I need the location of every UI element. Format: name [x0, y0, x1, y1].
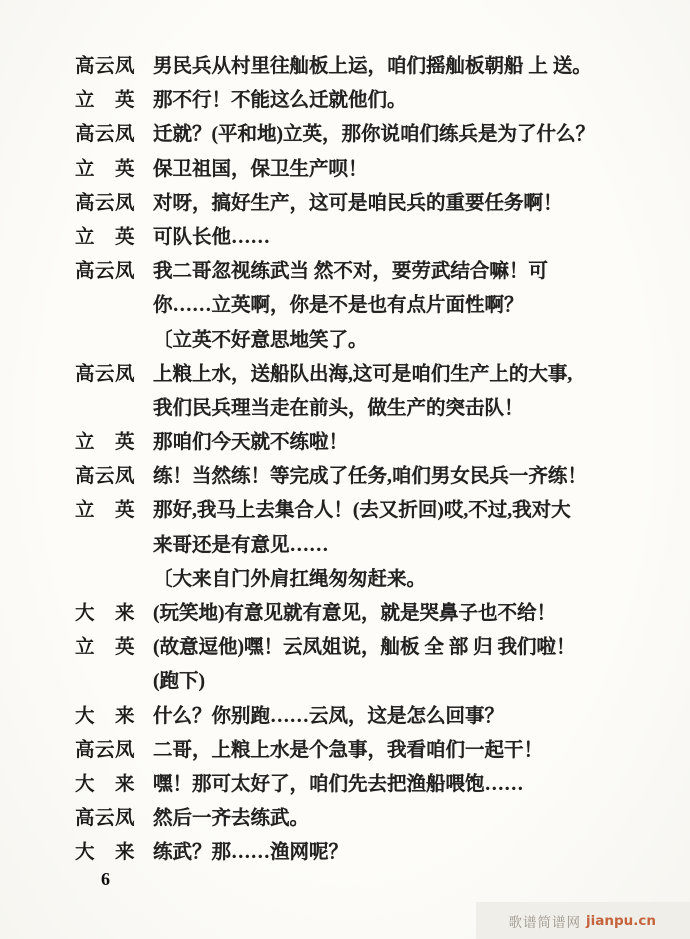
speaker-name [75, 324, 135, 358]
watermark-site-name: 歌谱简谱网 [508, 914, 581, 931]
line-text: (故意逗他)嘿！云凤姐说，舢板 全 部 归 我们啦！ [153, 637, 576, 659]
line-text: 你……立英啊，你是不是也有点片面性啊？ [153, 295, 524, 317]
script-line-dialogue [75, 187, 620, 221]
script-line-dialogue [75, 597, 620, 631]
watermark-site-url: jianpu.cn [586, 912, 656, 929]
line-text: 来哥还是有意见…… [153, 534, 329, 556]
line-text: 然后一齐去练武。 [153, 808, 310, 830]
speaker-name: 大 来 [75, 842, 136, 864]
script-line-continuation [75, 529, 620, 563]
line-text: 可队长他…… [153, 226, 271, 248]
speaker-name [75, 529, 135, 563]
script-line-continuation [75, 289, 620, 323]
script-line-dialogue [75, 734, 620, 768]
line-text: 什么？你别跑……云凤，这是怎么回事？ [153, 705, 505, 727]
line-text: 〔立英不好意思地笑了。 [153, 329, 368, 351]
speaker-name: 高云凤 [75, 808, 136, 830]
line-text: 那咱们今天就不练啦！ [153, 432, 349, 454]
speaker-name: 高云凤 [75, 739, 136, 761]
line-text: 嘿！那可太好了，咱们先去把渔船喂饱…… [153, 773, 524, 795]
script-line-continuation [75, 392, 620, 426]
line-text: 那不行！不能这么迁就他们。 [153, 90, 407, 112]
speaker-name [75, 563, 135, 597]
speaker-name [75, 392, 135, 426]
script-line-dialogue [75, 836, 620, 870]
script-line-dialogue [75, 494, 620, 528]
line-text: 那好,我马上去集合人！(去又折回)哎,不过,我对大 [153, 500, 571, 522]
speaker-name: 高云凤 [75, 261, 136, 283]
line-text: (玩笑地)有意见就有意见，就是哭鼻子也不给！ [153, 603, 556, 624]
speaker-name: 立 英 [75, 637, 136, 659]
speaker-name: 高云凤 [75, 466, 136, 488]
script-line-stage [75, 324, 620, 358]
script-line-dialogue [75, 221, 620, 255]
script-line-continuation [75, 665, 620, 699]
script-line-dialogue [75, 700, 620, 734]
speaker-name: 大 来 [75, 603, 136, 624]
script-line-dialogue [75, 631, 620, 665]
script-line-dialogue [75, 84, 620, 118]
watermark [476, 902, 690, 939]
page-number: 6 [101, 869, 110, 889]
speaker-name: 立 英 [75, 90, 136, 112]
speaker-name: 大 来 [75, 705, 136, 727]
speaker-name [75, 665, 135, 699]
line-text: 我二哥忽视练武当 然不对，要劳武结合嘛！可 [153, 261, 548, 283]
line-text: 对呀，搞好生产，这可是咱民兵的重要任务啊！ [153, 192, 563, 214]
line-text: 我们民兵理当走在前头，做生产的突击队！ [153, 397, 524, 419]
script-line-dialogue [75, 768, 620, 802]
line-text: 迁就？(平和地)立英，那你说咱们练兵是为了什么？ [153, 124, 595, 146]
script-line-dialogue [75, 426, 620, 460]
script-line-dialogue [75, 358, 620, 392]
line-text: 〔大来自门外肩扛绳匆匆赶来。 [153, 568, 427, 590]
speaker-name: 高云凤 [75, 363, 136, 385]
speaker-name: 立 英 [75, 158, 136, 180]
speaker-name [75, 289, 135, 323]
script-line-dialogue [75, 118, 620, 152]
script-line-stage [75, 563, 620, 597]
speaker-name: 立 英 [75, 226, 136, 248]
line-text: 保卫祖国，保卫生产呗！ [153, 158, 368, 180]
script-line-dialogue [75, 802, 620, 836]
line-text: 二哥，上粮上水是个急事，我看咱们一起干！ [153, 739, 544, 761]
script-line-dialogue [75, 460, 620, 494]
script-line-dialogue [75, 153, 620, 187]
line-text: 练！当然练！等完成了任务,咱们男女民兵一齐练！ [153, 466, 587, 488]
script-line-dialogue [75, 255, 620, 289]
speaker-name: 高云凤 [75, 192, 136, 214]
script-body [75, 50, 620, 871]
speaker-name: 大 来 [75, 773, 136, 795]
line-text: 男民兵从村里往舢板上运，咱们摇舢板朝船 上 送。 [153, 56, 592, 77]
line-text: 上粮上水，送船队出海,这可是咱们生产上的大事, [153, 363, 573, 385]
speaker-name: 高云凤 [75, 56, 136, 77]
speaker-name: 高云凤 [75, 124, 136, 146]
script-line-dialogue [75, 50, 620, 84]
speaker-name: 立 英 [75, 500, 136, 522]
line-text: (跑下) [153, 671, 205, 693]
speaker-name: 立 英 [75, 432, 136, 454]
line-text: 练武？那……渔网呢？ [153, 842, 349, 864]
